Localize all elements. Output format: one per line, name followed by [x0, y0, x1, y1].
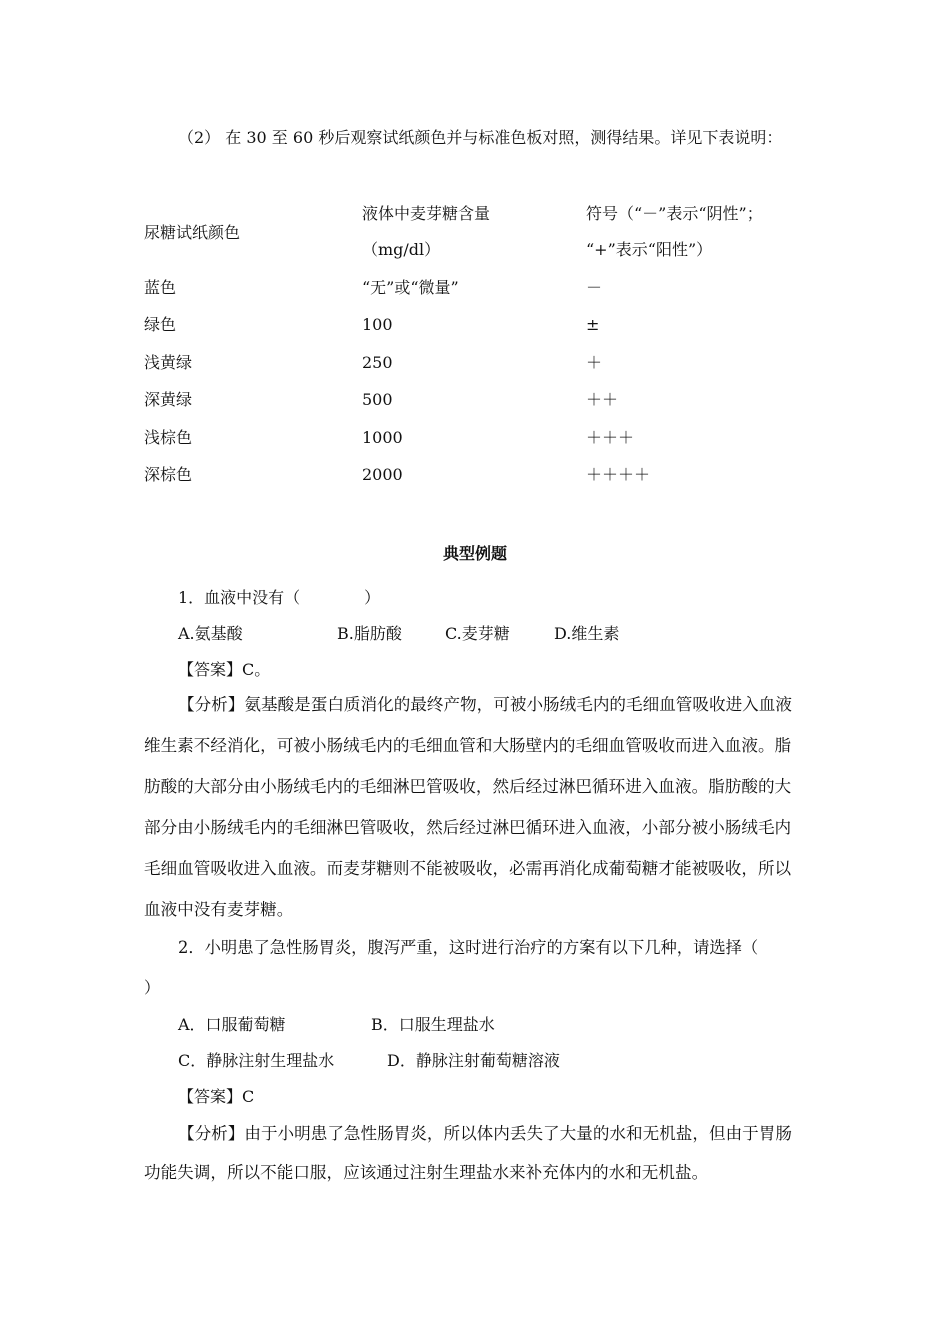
q2-option-d: D．静脉注射葡萄糖溶液 [387, 1051, 560, 1070]
q1-analysis-line: 血液中没有麦芽糖。 [144, 900, 294, 919]
table-row-amount: 250 [362, 353, 393, 372]
q2-question-end: ） [144, 978, 161, 997]
table-row-color: 浅黄绿 [144, 353, 193, 372]
q1-option-b: B.脂肪酸 [337, 624, 402, 643]
table-row-color: 绿色 [144, 315, 177, 334]
table-header-symbol: 符号（“－”表示“阴性”； [586, 204, 763, 223]
q1-analysis-line: 部分由小肠绒毛内的毛细淋巴管吸收，然后经过淋巴循环进入血液，小部分被小肠绒毛内 [144, 818, 792, 837]
table-row-color: 深棕色 [144, 465, 193, 484]
q1-answer: 【答案】C。 [178, 660, 271, 679]
q1-option-c: C.麦芽糖 [445, 624, 510, 643]
table-row-symbol: ± [586, 315, 600, 334]
q1-question: 1．血液中没有（ ） [178, 588, 381, 607]
q2-analysis-line: 【分析】由于小明患了急性肠胃炎，所以体内丢失了大量的水和无机盐，但由于胃肠 [178, 1124, 792, 1143]
table-row-color: 蓝色 [144, 278, 177, 297]
table-row-symbol: ＋ [586, 353, 603, 372]
table-header-symbol-note: “+”表示“阳性”） [586, 240, 713, 259]
table-row-amount: 2000 [362, 465, 403, 484]
section-title: 典型例题 [443, 544, 508, 563]
q2-analysis-line: 功能失调，所以不能口服，应该通过注射生理盐水来补充体内的水和无机盐。 [144, 1163, 709, 1182]
q2-option-b: B．口服生理盐水 [371, 1015, 495, 1034]
table-row-amount: 1000 [362, 428, 403, 447]
table-row-symbol: － [586, 278, 603, 297]
intro-text: （2） 在 30 至 60 秒后观察试纸颜色并与标准色板对照，测得结果。详见下表说明： [178, 128, 783, 147]
table-row-amount: 100 [362, 315, 393, 334]
table-row-amount: 500 [362, 390, 393, 409]
table-row-symbol: ＋＋ [586, 390, 619, 409]
q1-analysis-line: 毛细血管吸收进入血液。而麦芽糖则不能被吸收，必需再消化成葡萄糖才能被吸收，所以 [144, 859, 792, 878]
table-row-color: 深黄绿 [144, 390, 193, 409]
table-header-amount: 液体中麦芽糖含量 [362, 204, 491, 223]
q2-question: 2．小明患了急性肠胃炎，腹泻严重，这时进行治疗的方案有以下几种，请选择（ [178, 938, 759, 957]
q1-analysis-line: 【分析】氨基酸是蛋白质消化的最终产物，可被小肠绒毛内的毛细血管吸收进入血液 [178, 695, 792, 714]
q1-analysis-line: 肪酸的大部分由小肠绒毛内的毛细淋巴管吸收，然后经过淋巴循环进入血液。脂肪酸的大 [144, 777, 792, 796]
table-row-color: 浅棕色 [144, 428, 193, 447]
table-row-symbol: ＋＋＋ [586, 428, 635, 447]
table-header-color: 尿糖试纸颜色 [144, 223, 241, 242]
q2-option-a: A．口服葡萄糖 [178, 1015, 286, 1034]
q1-option-d: D.维生素 [554, 624, 620, 643]
table-header-amount-unit: （mg/dl） [362, 240, 441, 259]
table-row-symbol: ＋＋＋＋ [586, 465, 651, 484]
table-row-amount: “无”或“微量” [362, 278, 459, 297]
q2-answer: 【答案】C [178, 1087, 255, 1106]
q2-option-c: C．静脉注射生理盐水 [178, 1051, 335, 1070]
q1-option-a: A.氨基酸 [178, 624, 243, 643]
q1-analysis-line: 维生素不经消化，可被小肠绒毛内的毛细血管和大肠壁内的毛细血管吸收而进入血液。脂 [144, 736, 792, 755]
